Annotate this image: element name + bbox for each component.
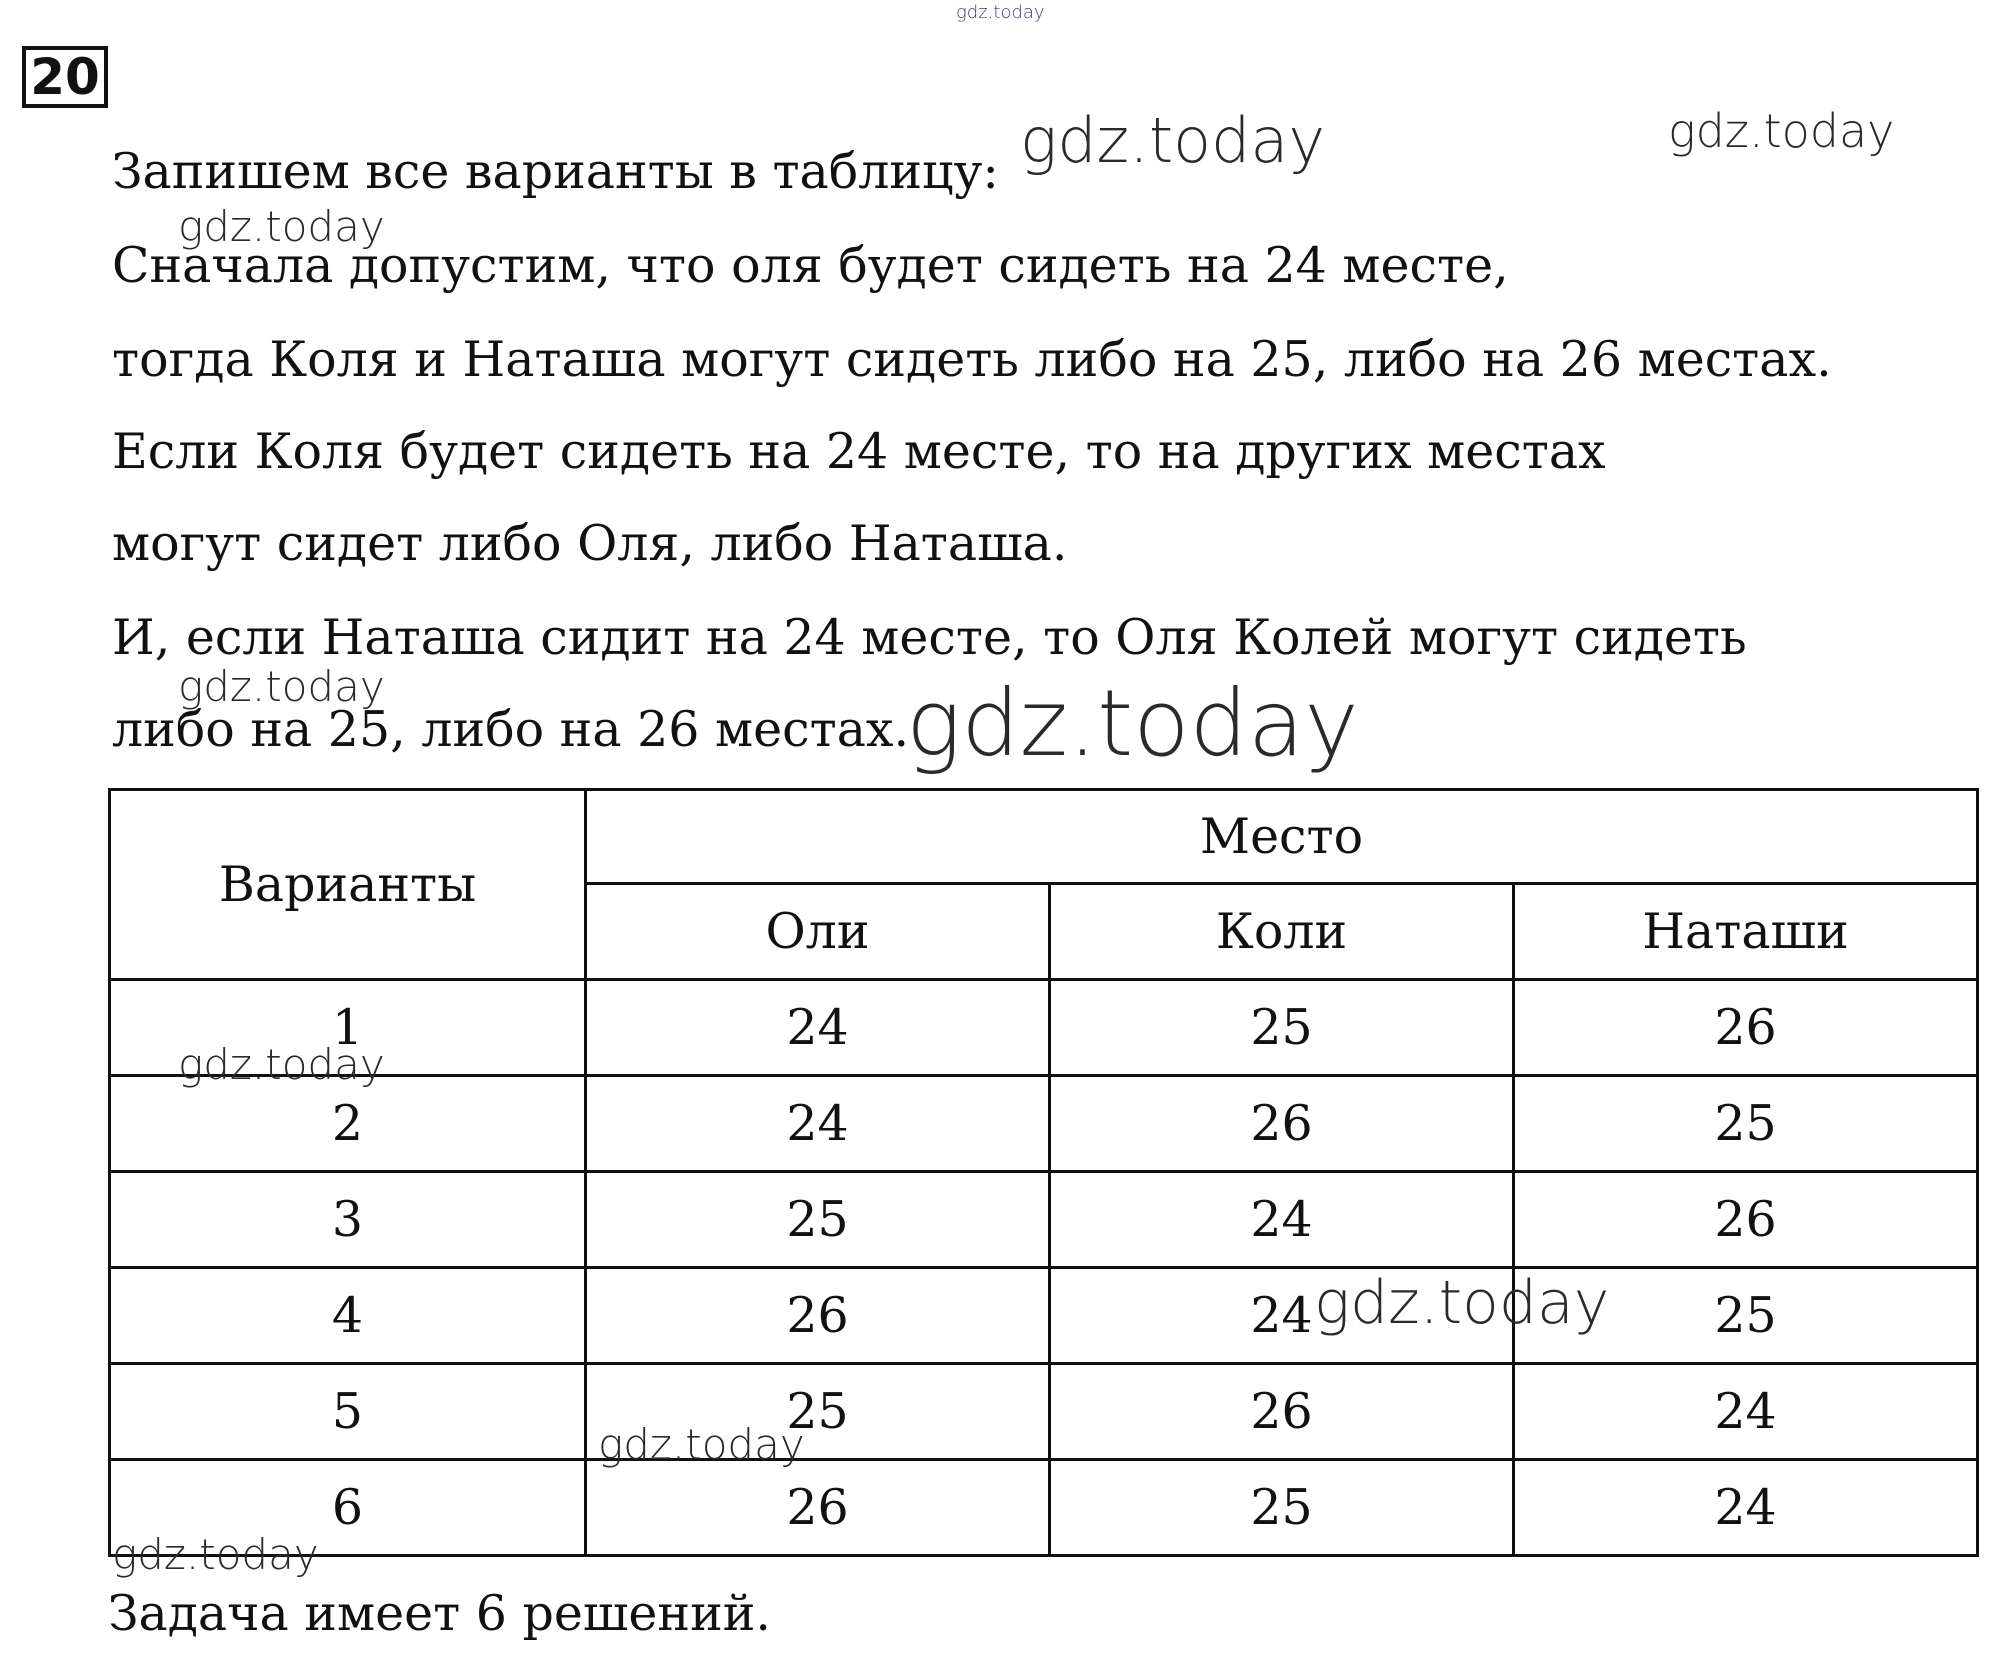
text-line-1: Запишем все варианты в таблицу: <box>112 143 999 200</box>
variant-number: 2 <box>110 1076 586 1172</box>
text-line-6: И, если Наташа сидит на 24 месте, то Оля Колей могут сидеть <box>112 609 1747 666</box>
kolya-place: 26 <box>1050 1364 1514 1460</box>
table-row <box>110 1364 1978 1460</box>
subheader-natasha: Наташи <box>1514 884 1978 980</box>
table-row <box>110 980 1978 1076</box>
natasha-place: 24 <box>1514 1460 1978 1556</box>
natasha-place: 26 <box>1514 1172 1978 1268</box>
watermark: gdz.today <box>178 662 385 711</box>
header-variants: Варианты <box>110 790 586 980</box>
header-place: Место <box>586 790 1978 884</box>
variant-number: 3 <box>110 1172 586 1268</box>
olya-place: 26 <box>586 1460 1050 1556</box>
table-row <box>110 1076 1978 1172</box>
text-line-2: Сначала допустим, что оля будет сидеть на 24 месте, <box>112 237 1509 294</box>
table-row <box>110 1460 1978 1556</box>
text-line-7: либо на 25, либо на 26 местах. <box>112 701 910 758</box>
table-row <box>110 1268 1978 1364</box>
text-line-3: тогда Коля и Наташа могут сидеть либо на 25, либо на 26 местах. <box>112 331 1832 388</box>
natasha-place: 26 <box>1514 980 1978 1076</box>
olya-place: 24 <box>586 1076 1050 1172</box>
kolya-place: 25 <box>1050 980 1514 1076</box>
variant-number: 1 <box>110 980 586 1076</box>
subheader-kolya: Коли <box>1050 884 1514 980</box>
problem-number: 20 <box>22 46 108 108</box>
watermark: gdz.today <box>906 670 1359 777</box>
watermark: gdz.today <box>112 1530 319 1579</box>
watermark: gdz.today <box>178 1040 385 1089</box>
watermark: gdz.today <box>598 1420 805 1469</box>
conclusion-text: Задача имеет 6 решений. <box>108 1585 771 1642</box>
text-line-4: Если Коля будет сидеть на 24 месте, то на других местах <box>112 423 1606 480</box>
natasha-place: 24 <box>1514 1364 1978 1460</box>
kolya-place: 24 <box>1050 1268 1514 1364</box>
watermark: gdz.today <box>1668 104 1895 158</box>
watermark-top: gdz.today <box>956 2 1045 23</box>
variant-number: 5 <box>110 1364 586 1460</box>
natasha-place: 25 <box>1514 1076 1978 1172</box>
natasha-place: 25 <box>1514 1268 1978 1364</box>
watermark: gdz.today <box>178 202 385 251</box>
text-line-5: могут сидет либо Оля, либо Наташа. <box>112 515 1068 572</box>
kolya-place: 25 <box>1050 1460 1514 1556</box>
variant-number: 4 <box>110 1268 586 1364</box>
olya-place: 26 <box>586 1268 1050 1364</box>
watermark: gdz.today <box>1020 104 1326 177</box>
watermark: gdz.today <box>1314 1268 1610 1338</box>
olya-place: 25 <box>586 1364 1050 1460</box>
kolya-place: 26 <box>1050 1076 1514 1172</box>
variant-number: 6 <box>110 1460 586 1556</box>
subheader-olya: Оли <box>586 884 1050 980</box>
olya-place: 25 <box>586 1172 1050 1268</box>
table-row <box>110 1172 1978 1268</box>
kolya-place: 24 <box>1050 1172 1514 1268</box>
olya-place: 24 <box>586 980 1050 1076</box>
variants-table <box>108 788 1979 1557</box>
